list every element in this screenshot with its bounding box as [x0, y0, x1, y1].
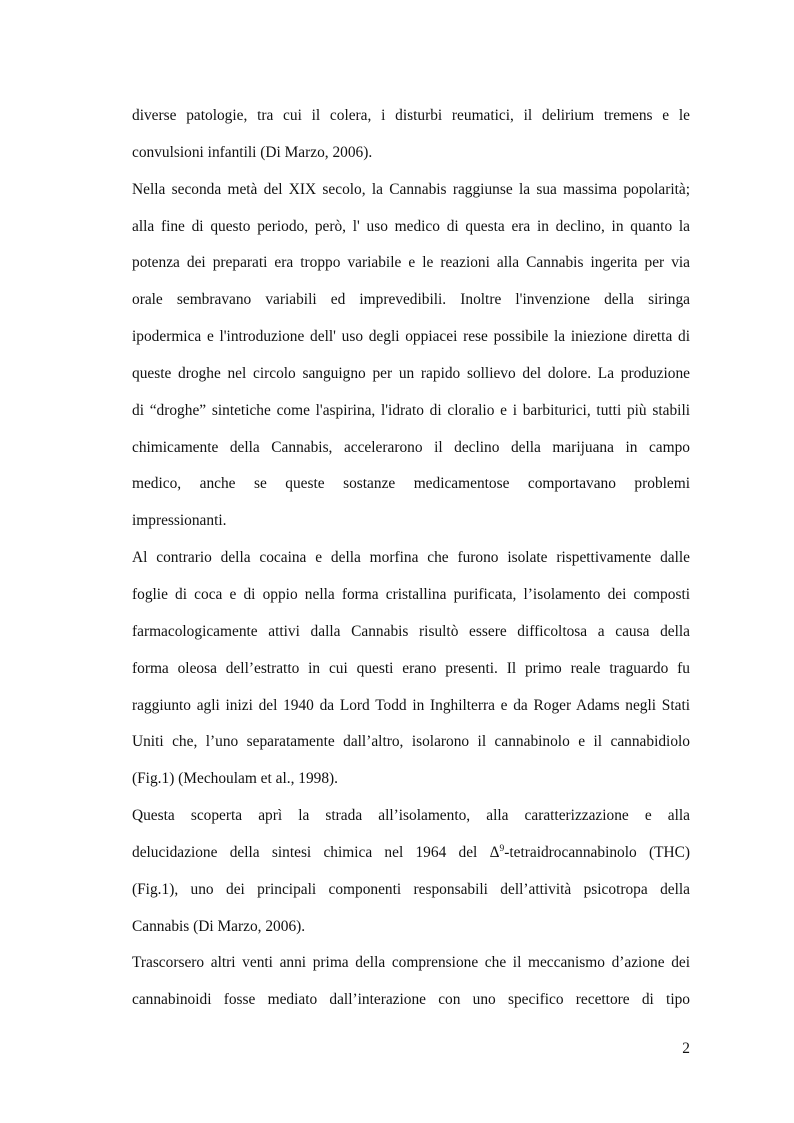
text-line: medico, anche se queste sostanze medicamentose comportavano problemi: [132, 475, 690, 493]
text-line: Uniti che, l’uno separatamente dall’altro, isolarono il cannabinolo e il cannabidiolo: [132, 733, 690, 751]
text-line: cannabinoidi fosse mediato dall’interazione con uno specifico recettore di tipo: [132, 991, 690, 1009]
text-line: Al contrario della cocaina e della morfina che furono isolate rispettivamente dalle: [132, 549, 690, 567]
text-line: Trascorsero altri venti anni prima della comprensione che il meccanismo d’azione dei: [132, 954, 690, 972]
text-line: forma oleosa dell’estratto in cui questi erano presenti. Il primo reale traguardo fu: [132, 659, 690, 677]
text-line: alla fine di questo periodo, però, l' uso medico di questa era in declino, in quanto la: [132, 217, 690, 235]
text-line-delta9: [132, 835, 690, 872]
text-line: diverse patologie, tra cui il colera, i disturbi reumatici, il delirium tremens e le: [132, 107, 690, 124]
text-line: potenza dei preparati era troppo variabile e le reazioni alla Cannabis ingerita per via: [132, 254, 690, 272]
text-line: orale sembravano variabili ed imprevedibili. Inoltre l'invenzione della siringa: [132, 291, 690, 309]
text-line: raggiunto agli inizi del 1940 da Lord Todd in Inghilterra e da Roger Adams negli Stati: [132, 696, 690, 714]
text-line: Nella seconda metà del XIX secolo, la Cannabis raggiunse la sua massima popolarità;: [132, 180, 690, 198]
text-line: queste droghe nel circolo sanguigno per un rapido sollievo del dolore. La produzione: [132, 364, 690, 382]
text-fragment: delucidazione della sintesi chimica nel 1964 del Δ: [132, 843, 500, 861]
text-line: convulsioni infantili (Di Marzo, 2006).: [132, 143, 373, 161]
text-line: impressionanti.: [132, 512, 227, 530]
superscript: 9: [499, 843, 505, 854]
text-line: Cannabis (Di Marzo, 2006).: [132, 917, 306, 935]
text-line: ipodermica e l'introduzione dell' uso degli oppiacei rese possibile la iniezione diretta di: [132, 328, 690, 346]
text-line: farmacologicamente attivi dalla Cannabis risultò essere difficoltosa a causa della: [132, 622, 690, 640]
page-number: 2: [682, 1040, 690, 1057]
body-text: [132, 98, 690, 1019]
text-line: Questa scoperta aprì la strada all’isolamento, alla caratterizzazione e alla: [132, 807, 690, 825]
text-line: foglie di coca e di oppio nella forma cristallina purificata, l’isolamento dei composti: [132, 585, 690, 603]
text-line: di “droghe” sintetiche come l'aspirina, l'idrato di cloralio e i barbiturici, tutti più stabili: [132, 401, 690, 419]
text-line: (Fig.1), uno dei principali componenti responsabili dell’attività psicotropa della: [132, 880, 690, 898]
text-line: chimicamente della Cannabis, accelerarono il declino della marijuana in campo: [132, 438, 690, 456]
text-fragment: -tetraidrocannabinolo (THC): [504, 843, 690, 861]
text-line: (Fig.1) (Mechoulam et al., 1998).: [132, 770, 339, 788]
